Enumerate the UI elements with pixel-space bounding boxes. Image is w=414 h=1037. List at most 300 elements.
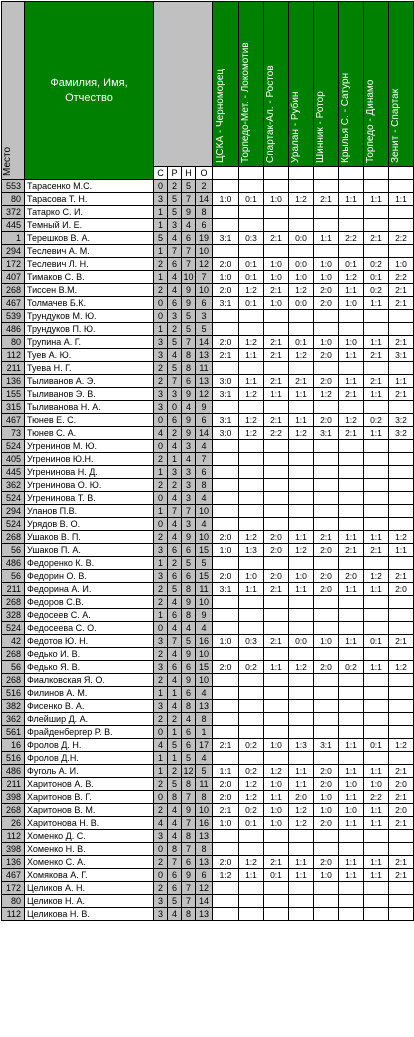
place-cell: 486 [2, 765, 25, 778]
score-cell [239, 752, 264, 765]
place-cell: 268 [2, 531, 25, 544]
stat-cell: 9 [182, 869, 196, 882]
stat-cell: 0 [154, 518, 168, 531]
score-cell: 1:2 [389, 531, 414, 544]
stat-cell: 11 [196, 778, 213, 791]
score-cell [339, 557, 364, 570]
score-cell [289, 700, 314, 713]
match-subheader [314, 167, 339, 180]
score-cell: 2:1 [264, 583, 289, 596]
stat-cell: 2 [154, 531, 168, 544]
stat-cell: 0 [154, 492, 168, 505]
name-header: Фамилия, Имя, Отчество [25, 2, 154, 180]
stat-cell: 9 [196, 609, 213, 622]
score-cell: 1:0 [339, 778, 364, 791]
score-cell [314, 219, 339, 232]
score-cell [289, 596, 314, 609]
score-cell [314, 323, 339, 336]
stat-cell: 2 [154, 674, 168, 687]
score-cell [364, 440, 389, 453]
score-cell [389, 440, 414, 453]
place-cell: 211 [2, 583, 25, 596]
score-cell [364, 310, 389, 323]
score-cell: 1:1 [339, 856, 364, 869]
score-cell [264, 466, 289, 479]
score-cell: 3:1 [213, 232, 239, 245]
stat-cell: 4 [168, 674, 182, 687]
place-cell: 56 [2, 570, 25, 583]
score-cell: 2:0 [314, 544, 339, 557]
stat-cell: 1 [154, 687, 168, 700]
score-cell [213, 687, 239, 700]
score-cell: 1:1 [339, 193, 364, 206]
stat-cell: 9 [182, 648, 196, 661]
stat-cell: 0 [154, 297, 168, 310]
score-cell [289, 713, 314, 726]
score-cell: 1:1 [339, 739, 364, 752]
name-cell: Толмачев Б.К. [25, 297, 154, 310]
score-cell [389, 726, 414, 739]
score-cell [314, 557, 339, 570]
score-cell: 2:0 [314, 583, 339, 596]
table-row [2, 258, 414, 271]
stat-cell: 5 [182, 310, 196, 323]
score-cell [389, 466, 414, 479]
stat-cell: 8 [182, 583, 196, 596]
score-cell [213, 843, 239, 856]
place-cell: 467 [2, 297, 25, 310]
match-subheader [239, 167, 264, 180]
stat-cell: 3 [154, 895, 168, 908]
score-cell: 2:0 [389, 778, 414, 791]
stat-cell: 1 [154, 609, 168, 622]
score-cell: 0:2 [364, 284, 389, 297]
score-cell: 2:1 [264, 349, 289, 362]
score-cell: 0:1 [239, 817, 264, 830]
score-cell [213, 440, 239, 453]
name-cell: Туева Н. Г. [25, 362, 154, 375]
name-cell: Угренинова О. Ю. [25, 479, 154, 492]
score-cell [289, 505, 314, 518]
score-cell [239, 310, 264, 323]
score-cell [289, 648, 314, 661]
place-cell: 136 [2, 375, 25, 388]
score-cell [213, 908, 239, 921]
place-cell: 16 [2, 739, 25, 752]
stat-cell: 6 [168, 297, 182, 310]
stat-cell: 8 [196, 713, 213, 726]
place-cell: 315 [2, 401, 25, 414]
score-cell: 2:0 [264, 570, 289, 583]
stat-cell: 3 [168, 466, 182, 479]
place-cell: 382 [2, 700, 25, 713]
score-cell [389, 245, 414, 258]
table-row [2, 284, 414, 297]
stat-cell: 7 [168, 505, 182, 518]
stat-cell: 0 [154, 622, 168, 635]
score-cell [339, 726, 364, 739]
stat-cell: 4 [154, 427, 168, 440]
stat-cell: 4 [168, 700, 182, 713]
score-cell [289, 674, 314, 687]
name-cell: Трундуков М. Ю. [25, 310, 154, 323]
score-cell [314, 466, 339, 479]
stat-cell: 7 [182, 193, 196, 206]
score-cell: 0:2 [239, 739, 264, 752]
place-cell: 516 [2, 752, 25, 765]
match-subheader [389, 167, 414, 180]
name-cell: Федорин О. В. [25, 570, 154, 583]
score-cell: 1:1 [339, 349, 364, 362]
score-cell: 2:0 [314, 765, 339, 778]
stat-header-o: О [196, 167, 213, 180]
score-cell [339, 609, 364, 622]
stat-cell: 3 [196, 310, 213, 323]
match-subheader [364, 167, 389, 180]
score-cell: 2:2 [364, 791, 389, 804]
score-cell [213, 752, 239, 765]
score-cell: 1:1 [364, 869, 389, 882]
score-cell: 1:1 [364, 804, 389, 817]
score-cell [289, 908, 314, 921]
table-row [2, 505, 414, 518]
stat-cell: 13 [196, 856, 213, 869]
table-row [2, 518, 414, 531]
score-cell [364, 622, 389, 635]
score-cell: 2:1 [213, 804, 239, 817]
score-cell: 2:0 [389, 583, 414, 596]
stat-cell: 5 [182, 180, 196, 193]
score-cell: 0:1 [239, 297, 264, 310]
stat-cell: 10 [196, 596, 213, 609]
score-cell [264, 752, 289, 765]
name-cell: Ушаков П. А. [25, 544, 154, 557]
score-cell [339, 440, 364, 453]
score-cell: 2:2 [389, 232, 414, 245]
name-cell: Харитонова Н. В. [25, 817, 154, 830]
stat-cell: 0 [154, 414, 168, 427]
stat-cell: 5 [168, 895, 182, 908]
score-cell: 1:0 [314, 336, 339, 349]
score-cell: 1:0 [264, 739, 289, 752]
name-cell: Флейшир Д. А. [25, 713, 154, 726]
stat-cell: 5 [182, 557, 196, 570]
score-cell: 2:2 [264, 427, 289, 440]
stat-cell: 7 [182, 843, 196, 856]
stat-cell: 6 [182, 726, 196, 739]
score-cell [389, 596, 414, 609]
score-cell: 1:1 [339, 791, 364, 804]
name-cell: Федоров С.В. [25, 596, 154, 609]
stat-cell: 7 [168, 635, 182, 648]
score-cell: 2:0 [264, 544, 289, 557]
stat-cell: 2 [168, 479, 182, 492]
stat-cell: 3 [182, 466, 196, 479]
place-cell: 553 [2, 180, 25, 193]
score-cell [339, 453, 364, 466]
stat-cell: 4 [182, 453, 196, 466]
score-cell: 2:1 [389, 869, 414, 882]
score-cell: 3:1 [389, 349, 414, 362]
stat-cell: 3 [154, 700, 168, 713]
name-cell: Темный И. Е. [25, 219, 154, 232]
score-cell: 1:0 [213, 271, 239, 284]
score-cell [289, 830, 314, 843]
score-cell [364, 492, 389, 505]
score-cell [239, 674, 264, 687]
score-cell: 2:1 [264, 375, 289, 388]
score-cell [314, 895, 339, 908]
stat-cell: 6 [182, 687, 196, 700]
place-cell: 155 [2, 388, 25, 401]
score-cell: 0:1 [364, 635, 389, 648]
stat-cell: 0 [154, 440, 168, 453]
score-cell [314, 687, 339, 700]
score-cell [239, 518, 264, 531]
score-cell: 1:1 [364, 388, 389, 401]
score-cell: 1:1 [339, 817, 364, 830]
place-cell: 268 [2, 284, 25, 297]
name-cell: Целикова Н. В. [25, 908, 154, 921]
name-cell: Федоренко К. В. [25, 557, 154, 570]
score-cell [213, 674, 239, 687]
score-cell: 1:0 [213, 635, 239, 648]
score-cell: 1:0 [314, 804, 339, 817]
stat-cell: 6 [196, 869, 213, 882]
score-cell: 0:1 [364, 271, 389, 284]
name-cell: Теслевич Л. Н. [25, 258, 154, 271]
score-cell [314, 401, 339, 414]
table-row [2, 180, 414, 193]
score-cell: 0:3 [239, 232, 264, 245]
stat-cell: 10 [196, 531, 213, 544]
score-cell: 2:0 [389, 804, 414, 817]
score-cell: 0:1 [239, 258, 264, 271]
stat-cell: 2 [154, 713, 168, 726]
score-cell: 1:1 [364, 531, 389, 544]
place-cell: 405 [2, 453, 25, 466]
match-header: Крылья С. - Сатурн [339, 2, 364, 167]
score-cell [239, 206, 264, 219]
score-cell: 1:2 [264, 765, 289, 778]
stat-cell: 3 [182, 492, 196, 505]
score-cell: 2:1 [264, 284, 289, 297]
score-cell: 1:0 [364, 778, 389, 791]
score-cell [364, 752, 389, 765]
score-cell [389, 687, 414, 700]
name-cell: Угренинов Ю.Н. [25, 453, 154, 466]
score-cell [389, 362, 414, 375]
score-cell [264, 310, 289, 323]
stat-cell: 3 [154, 544, 168, 557]
score-cell: 2:0 [213, 791, 239, 804]
score-cell: 0:0 [289, 232, 314, 245]
match-header: Шинник - Ротор [314, 2, 339, 167]
stat-cell: 2 [154, 362, 168, 375]
score-cell [239, 466, 264, 479]
name-cell: Ушаков В. П. [25, 531, 154, 544]
stat-cell: 8 [182, 778, 196, 791]
stat-cell: 12 [196, 388, 213, 401]
stat-cell: 4 [154, 817, 168, 830]
score-cell [339, 674, 364, 687]
score-cell: 2:1 [339, 427, 364, 440]
name-cell: Федотов Ю. Н. [25, 635, 154, 648]
stat-cell: 5 [154, 232, 168, 245]
score-cell [264, 830, 289, 843]
score-cell [213, 557, 239, 570]
stat-cell: 9 [182, 804, 196, 817]
stat-cell: 3 [168, 219, 182, 232]
score-cell: 0:0 [289, 297, 314, 310]
score-cell [339, 492, 364, 505]
score-cell: 2:2 [389, 271, 414, 284]
place-cell: 524 [2, 622, 25, 635]
predictions-table [1, 1, 414, 921]
score-cell: 1:0 [289, 271, 314, 284]
place-cell: 561 [2, 726, 25, 739]
score-cell: 3:1 [213, 297, 239, 310]
table-row [2, 193, 414, 206]
stat-cell: 3 [154, 661, 168, 674]
table-row [2, 427, 414, 440]
place-cell: 486 [2, 557, 25, 570]
stat-cell: 0 [154, 869, 168, 882]
name-cell: Федько И. В. [25, 648, 154, 661]
stat-cell: 6 [168, 869, 182, 882]
table-row [2, 492, 414, 505]
score-cell [213, 648, 239, 661]
score-cell [213, 245, 239, 258]
score-cell: 1:0 [264, 271, 289, 284]
score-cell: 1:2 [239, 414, 264, 427]
table-row [2, 544, 414, 557]
score-cell [389, 622, 414, 635]
name-cell: Федорина А. И. [25, 583, 154, 596]
score-cell [389, 518, 414, 531]
score-cell [289, 492, 314, 505]
score-cell [339, 687, 364, 700]
stat-cell: 4 [182, 713, 196, 726]
stat-cell: 4 [168, 271, 182, 284]
score-cell [339, 479, 364, 492]
score-cell: 1:1 [364, 297, 389, 310]
stat-cell: 15 [196, 661, 213, 674]
score-cell: 2:0 [289, 791, 314, 804]
score-cell [314, 206, 339, 219]
score-cell: 2:0 [213, 531, 239, 544]
stat-cell: 3 [154, 336, 168, 349]
name-cell: Хомякова А. Г. [25, 869, 154, 882]
table-row [2, 466, 414, 479]
score-cell: 0:0 [289, 258, 314, 271]
stat-cell: 10 [196, 284, 213, 297]
score-cell: 1:2 [289, 661, 314, 674]
score-cell [339, 752, 364, 765]
score-cell [264, 648, 289, 661]
score-cell [213, 401, 239, 414]
score-cell: 1:0 [213, 817, 239, 830]
score-cell [264, 557, 289, 570]
name-cell: Хоменко Д. С. [25, 830, 154, 843]
score-cell [339, 700, 364, 713]
stat-cell: 10 [196, 245, 213, 258]
score-cell: 2:1 [389, 635, 414, 648]
score-cell: 1:2 [239, 856, 264, 869]
stat-cell: 7 [168, 375, 182, 388]
score-cell: 2:0 [314, 661, 339, 674]
stat-cell: 7 [196, 453, 213, 466]
score-cell [389, 609, 414, 622]
name-cell: Филинов А. М. [25, 687, 154, 700]
score-cell [213, 219, 239, 232]
score-cell [364, 453, 389, 466]
table-row [2, 752, 414, 765]
stat-cell: 2 [168, 180, 182, 193]
stat-cell: 3 [154, 349, 168, 362]
table-row [2, 271, 414, 284]
stat-cell: 9 [182, 596, 196, 609]
score-cell [389, 830, 414, 843]
score-cell: 0:2 [364, 258, 389, 271]
score-cell [213, 492, 239, 505]
stat-cell: 9 [182, 414, 196, 427]
stat-cell: 3 [182, 518, 196, 531]
stat-cell: 10 [196, 804, 213, 817]
stat-cell: 2 [154, 648, 168, 661]
score-cell [289, 401, 314, 414]
stat-cell: 10 [196, 648, 213, 661]
score-cell: 2:1 [389, 297, 414, 310]
score-cell [339, 323, 364, 336]
table-row [2, 908, 414, 921]
stat-cell: 9 [182, 284, 196, 297]
score-cell [213, 726, 239, 739]
score-cell: 2:0 [213, 570, 239, 583]
score-cell: 1:1 [289, 778, 314, 791]
stat-cell: 5 [168, 362, 182, 375]
stat-cell: 2 [168, 765, 182, 778]
score-cell [314, 674, 339, 687]
stat-cell: 7 [168, 245, 182, 258]
score-cell [314, 492, 339, 505]
score-cell [289, 609, 314, 622]
score-cell [339, 206, 364, 219]
place-cell: 524 [2, 440, 25, 453]
match-header: ЦСКА - Черноморец [213, 2, 239, 167]
score-cell: 2:1 [314, 193, 339, 206]
stat-cell: 4 [196, 687, 213, 700]
name-cell: Угренинова Н. Д. [25, 466, 154, 479]
score-cell [289, 466, 314, 479]
score-cell [364, 895, 389, 908]
score-cell: 1:1 [239, 583, 264, 596]
score-cell [264, 609, 289, 622]
stat-cell: 7 [182, 895, 196, 908]
match-subheader [213, 167, 239, 180]
stat-cell: 12 [196, 882, 213, 895]
table-row [2, 557, 414, 570]
score-cell [314, 830, 339, 843]
place-cell: 372 [2, 206, 25, 219]
score-cell [213, 206, 239, 219]
score-cell [389, 882, 414, 895]
score-cell: 1:2 [364, 570, 389, 583]
table-row [2, 219, 414, 232]
score-cell [213, 180, 239, 193]
score-cell [264, 622, 289, 635]
stat-cell: 4 [168, 531, 182, 544]
